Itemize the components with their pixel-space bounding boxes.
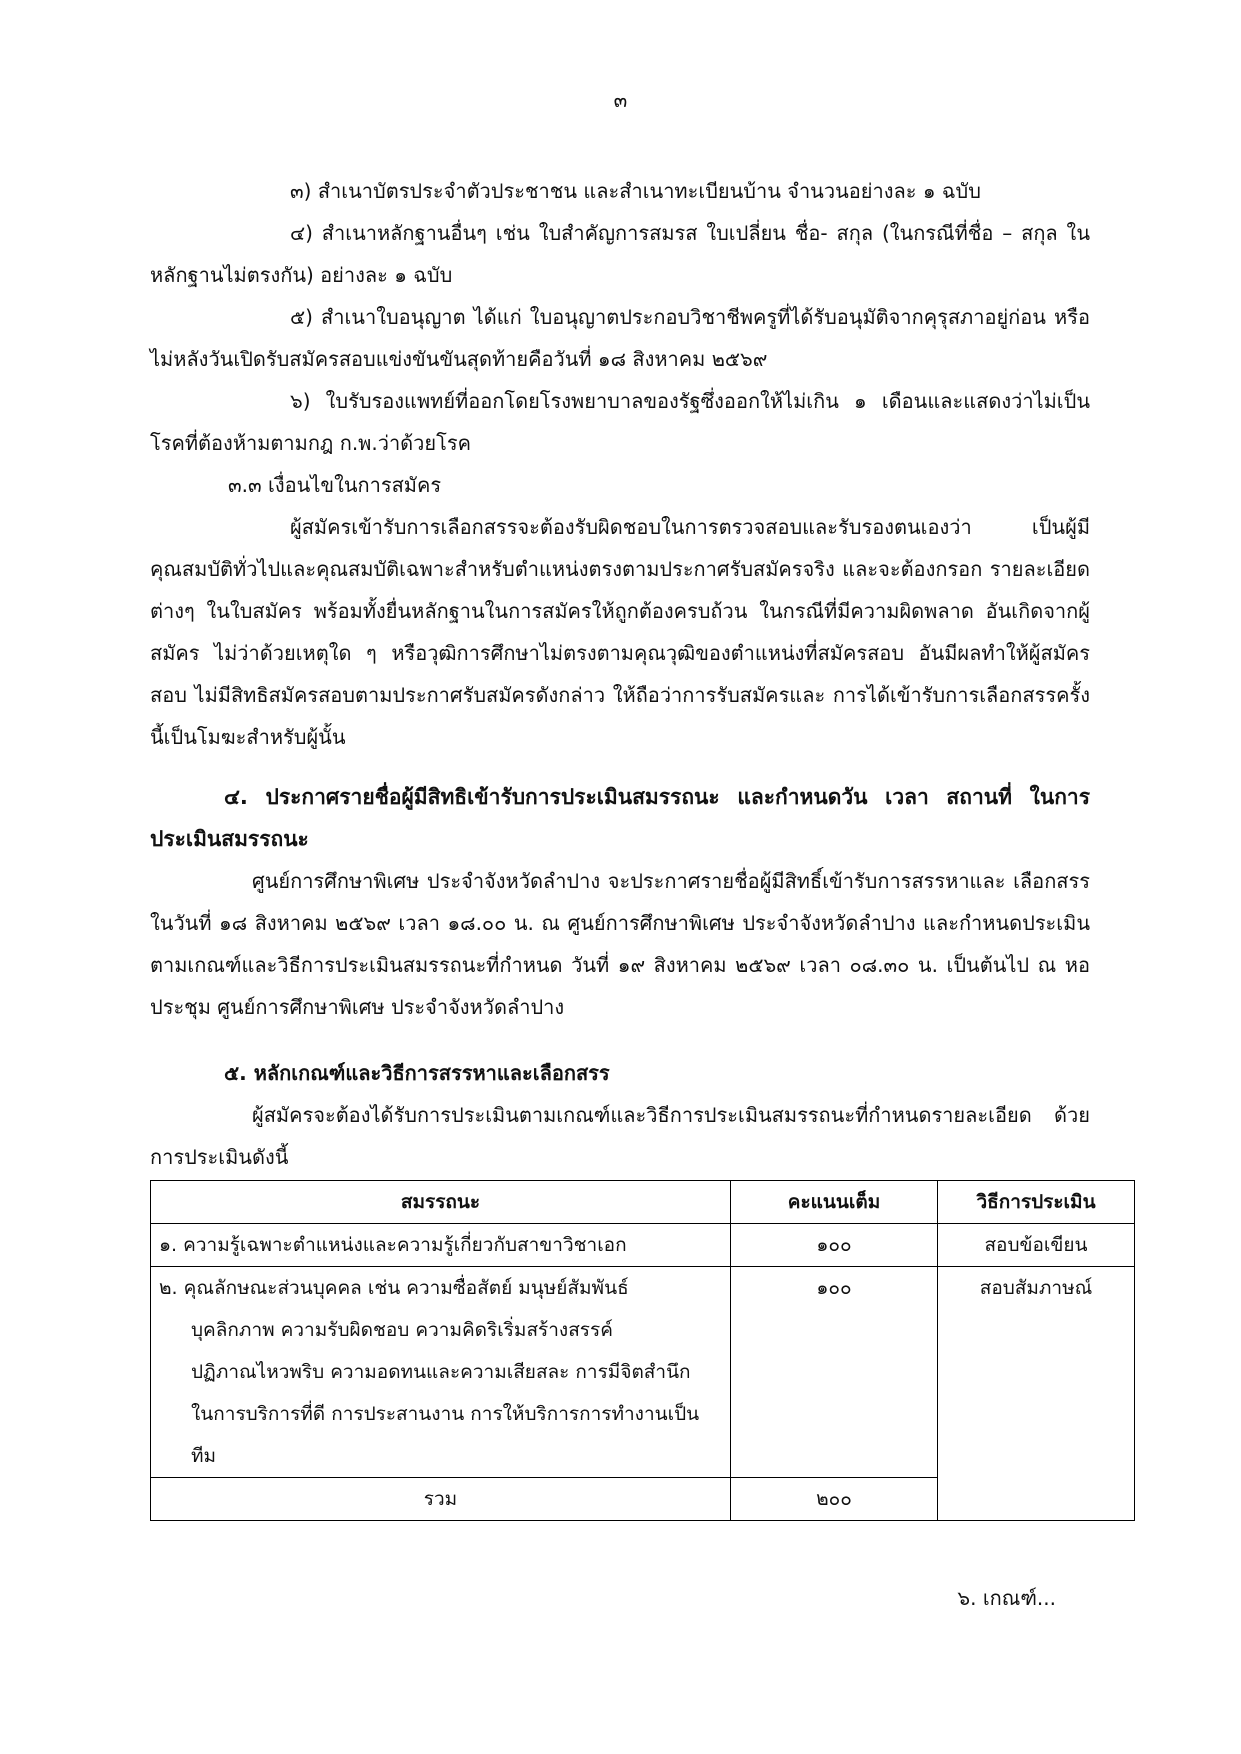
subsection-heading-3-3: ๓.๓ เงื่อนไขในการสมัคร bbox=[228, 473, 442, 497]
row2-line: บุคลิกภาพ ความรับผิดชอบ ความคิดริเริ่มสร้างสรรค์ bbox=[191, 1319, 613, 1341]
total-score: ๒๐๐ bbox=[731, 1478, 938, 1521]
row2-line: ในการบริการที่ดี การประสานงาน การให้บริการการทำงานเป็นทีม bbox=[191, 1403, 700, 1467]
page-number: ๓ bbox=[613, 88, 628, 112]
table-row bbox=[151, 1224, 1135, 1267]
paragraph-item-5: ๕) สำเนาใบอนุญาต ได้แก่ ใบอนุญาตประกอบวิชาชีพครูที่ได้รับอนุมัติจากคุรุสภาอยู่ก่อน หรือไม่หลังวันเปิดรับสมัครสอบแข่งขันขันสุดท้ายคือวันที่ ๑๘ สิงหาคม ๒๕๖๙ bbox=[150, 305, 1090, 371]
header-full-score: คะแนนเต็ม bbox=[731, 1181, 938, 1224]
row2-line: ๒. คุณลักษณะส่วนบุคคล เช่น ความซื่อสัตย์ มนุษย์สัมพันธ์ bbox=[159, 1277, 629, 1299]
paragraph-item-6: ๖) ใบรับรองแพทย์ที่ออกโดยโรงพยาบาลของรัฐซึ่งออกให้ไม่เกิน ๑ เดือนและแสดงว่าไม่เป็น โรคที่ต้องห้ามตามกฎ ก.พ.ว่าด้วยโรค bbox=[150, 389, 1090, 455]
row2-method: สอบสัมภาษณ์ bbox=[938, 1267, 1135, 1521]
paragraph-item-4: ๔) สำเนาหลักฐานอื่นๆ เช่น ใบสำคัญการสมรส ใบเปลี่ยน ชื่อ- สกุล (ในกรณีที่ชื่อ – สกุล ในหลักฐานไม่ตรงกัน) อย่างละ ๑ ฉบับ bbox=[150, 221, 1090, 287]
competency-table bbox=[150, 1180, 1135, 1521]
continuation-footer: ๖. เกณฑ์... bbox=[957, 1586, 1056, 1610]
header-method: วิธีการประเมิน bbox=[938, 1181, 1135, 1224]
section-4-paragraph: ศูนย์การศึกษาพิเศษ ประจำจังหวัดลำปาง จะประกาศรายชื่อผู้มีสิทธิ์เข้ารับการสรรหาและ เลือกสรร ในวันที่ ๑๘ สิงหาคม ๒๕๖๙ เวลา ๑๘.๐๐ น. ณ ศูนย์การศึกษาพิเศษ ประจำจังหวัดลำปาง และกำหนดประเมินตามเกณฑ์และวิธีการประเมินสมรรถนะที่กำหนด วันที่ ๑๙ สิงหาคม ๒๕๖๙ เวลา ๐๘.๓๐ น. เป็นต้นไป ณ หอประชุม ศูนย์การศึกษาพิเศษ ประจำจังหวัดลำปาง bbox=[150, 869, 1090, 1019]
row2-line: ปฏิภาณไหวพริบ ความอดทนและความเสียสละ การมีจิตสำนึก bbox=[191, 1361, 691, 1383]
row1-competency: ๑. ความรู้เฉพาะตำแหน่งและความรู้เกี่ยวกับสาขาวิชาเอก bbox=[151, 1224, 731, 1267]
section-5-paragraph: ผู้สมัครจะต้องได้รับการประเมินตามเกณฑ์และวิธีการประเมินสมรรถนะที่กำหนดรายละเอียด ด้วยการประเมินดังนี้ bbox=[150, 1103, 1090, 1169]
row1-score: ๑๐๐ bbox=[731, 1224, 938, 1267]
paragraph-item-3: ๓) สำเนาบัตรประจำตัวประชาชน และสำเนาทะเบียนบ้าน จำนวนอย่างละ ๑ ฉบับ bbox=[290, 179, 981, 203]
row1-method: สอบข้อเขียน bbox=[938, 1224, 1135, 1267]
table-header-row bbox=[151, 1181, 1135, 1224]
header-competency: สมรรถนะ bbox=[151, 1181, 731, 1224]
total-label: รวม bbox=[151, 1478, 731, 1521]
row2-score: ๑๐๐ bbox=[731, 1267, 938, 1478]
conditions-paragraph: ผู้สมัครเข้ารับการเลือกสรรจะต้องรับผิดชอบในการตรวจสอบและรับรองตนเองว่า เป็นผู้มีคุณสมบัติทั่วไปและคุณสมบัติเฉพาะสำหรับตำแหน่งตรงตามประกาศรับสมัครจริง และจะต้องกรอก รายละเอียดต่างๆ ในใบสมัคร พร้อมทั้งยื่นหลักฐานในการสมัครให้ถูกต้องครบถ้วน ในกรณีที่มีความผิดพลาด อันเกิดจากผู้สมัคร ไม่ว่าด้วยเหตุใด ๆ หรือวุฒิการศึกษาไม่ตรงตามคุณวุฒิของตำแหน่งที่สมัครสอบ อันมีผลทำให้ผู้สมัครสอบ ไม่มีสิทธิสมัครสอบตามประกาศรับสมัครดังกล่าว ให้ถือว่าการรับสมัครและ การได้เข้ารับการเลือกสรรครั้งนี้เป็นโมฆะสำหรับผู้นั้น bbox=[150, 515, 1090, 749]
table-row bbox=[151, 1267, 1135, 1478]
section-heading-5: ๕. หลักเกณฑ์และวิธีการสรรหาและเลือกสรร bbox=[224, 1061, 610, 1085]
document-body bbox=[150, 170, 1096, 1521]
row2-competency bbox=[151, 1267, 731, 1478]
section-heading-4: ๔. ประกาศรายชื่อผู้มีสิทธิเข้ารับการประเมินสมรรถนะ และกำหนดวัน เวลา สถานที่ ในการประเมินสมรรถนะ bbox=[150, 785, 1090, 851]
